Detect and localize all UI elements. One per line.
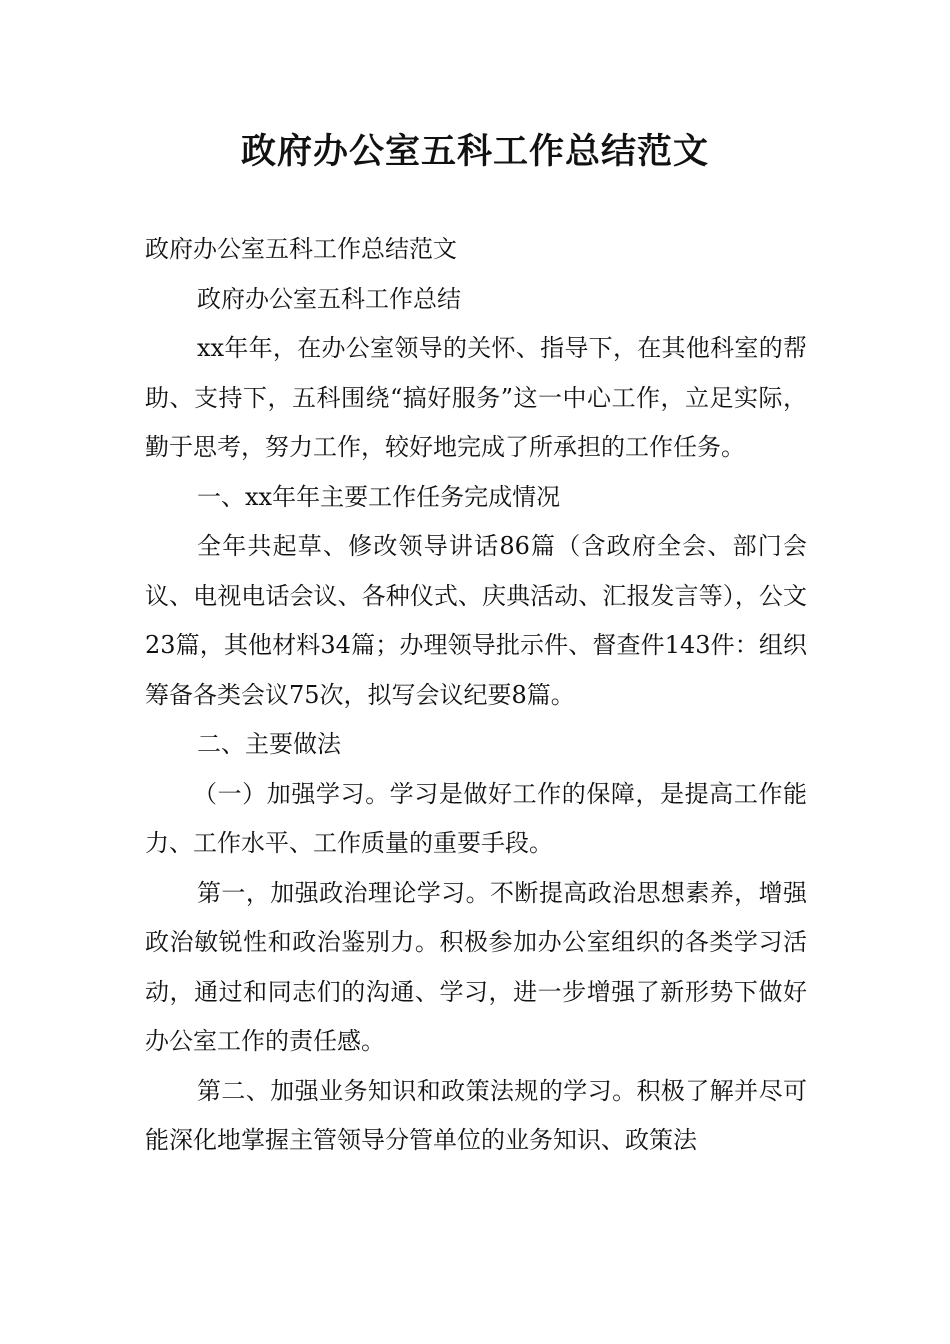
paragraph-study: （一）加强学习。学习是做好工作的保障，是提高工作能力、工作水平、工作质量的重要手段。	[145, 779, 807, 857]
paragraph-first: 第一，加强政治理论学习。不断提高政治思想素养，增强政治敏锐性和政治鉴别力。积极参加办公室组织的各类学习活动，通过和同志们的沟通、学习，进一步增强了新形势下做好办公室工作的责任感。	[145, 878, 807, 1055]
document-body	[145, 225, 807, 1166]
paragraph-heading: 政府办公室五科工作总结	[197, 284, 461, 313]
paragraph-intro: xx年年，在办公室领导的关怀、指导下，在其他科室的帮助、支持下，五科围绕“搞好服务”这一中心工作，立足实际，勤于思考，努力工作，较好地完成了所承担的工作任务。	[145, 334, 807, 461]
document-title: 政府办公室五科工作总结范文	[240, 132, 709, 172]
section-heading-1: 一、xx年年主要工作任务完成情况	[197, 482, 561, 511]
paragraph-second: 第二、加强业务知识和政策法规的学习。积极了解并尽可能深化地掌握主管领导分管单位的业务知识、政策法	[145, 1076, 807, 1154]
section-heading-2: 二、主要做法	[197, 730, 341, 758]
paragraph-summary: 全年共起草、修改领导讲话86篇（含政府全会、部门会议、电视电话会议、各种仪式、庆典活动、汇报发言等），公文23篇，其他材料34篇；办理领导批示件、督查件143件：组织筹备各类会议75次，拟写会议纪要8篇。	[145, 532, 807, 709]
paragraph-subtitle: 政府办公室五科工作总结范文	[145, 235, 457, 263]
